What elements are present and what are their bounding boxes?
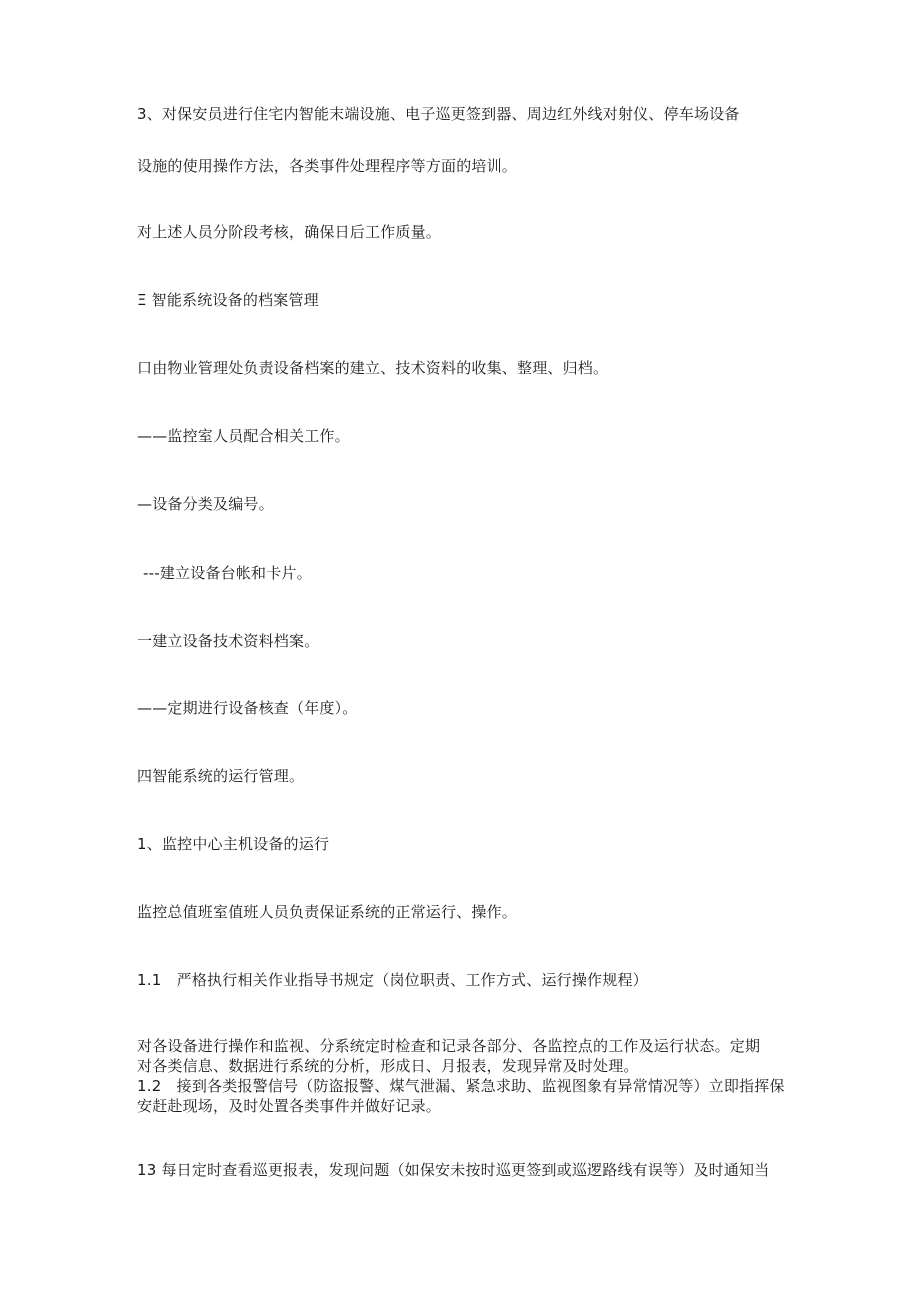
paragraph-operation-line-1: 对各设备进行操作和监视、分系统定时检查和记录各部分、各监控点的工作及运行状态。定期 [137, 1037, 761, 1055]
subheading-host-operation: 1、监控中心主机设备的运行 [137, 835, 330, 853]
list-item-ledger-cards: ---建立设备台帐和卡片。 [143, 564, 312, 582]
clause-1-2-line-2: 安赶赴现场，及时处置各类事件并做好记录。 [137, 1097, 442, 1115]
clause-1-3: 13 每日定时查看巡更报表，发现问题（如保安未按时巡更签到或巡逻路线有误等）及时通知当 [137, 1161, 770, 1179]
list-item-monitoring-cooperation: ——监控室人员配合相关工作。 [137, 427, 350, 445]
clause-1-1: 1.1 严格执行相关作业指导书规定（岗位职责、工作方式、运行操作规程） [137, 971, 648, 989]
list-item-equipment-classification: —设备分类及编号。 [137, 495, 274, 513]
paragraph-archive-responsibility: 口由物业管理处负责设备档案的建立、技术资料的收集、整理、归档。 [137, 359, 609, 377]
section-heading-operation-management: 四智能系统的运行管理。 [137, 767, 305, 785]
paragraph-assessment: 对上述人员分阶段考核，确保日后工作质量。 [137, 223, 442, 241]
list-item-technical-archive: 一建立设备技术资料档案。 [137, 632, 320, 650]
paragraph-duty-staff: 监控总值班室值班人员负责保证系统的正常运行、操作。 [137, 903, 518, 921]
paragraph-operation-details [137, 1036, 787, 1116]
clause-1-2-line-1: 1.2 接到各类报警信号（防盗报警、煤气泄漏、紧急求助、监视图象有异常情况等）立即指挥保 [137, 1077, 785, 1095]
paragraph-training-line-1: 3、对保安员进行住宅内智能末端设施、电子巡更签到器、周边红外线对射仪、停车场设备 [137, 105, 740, 123]
paragraph-training-line-2: 设施的使用操作方法，各类事件处理程序等方面的培训。 [137, 157, 518, 175]
paragraph-operation-line-2: 对各类信息、数据进行系统的分析，形成日、月报表，发现异常及时处理。 [137, 1057, 639, 1075]
list-item-periodic-check: ——定期进行设备核查（年度）。 [137, 699, 358, 717]
section-heading-archive-management: Ξ 智能系统设备的档案管理 [137, 291, 319, 309]
